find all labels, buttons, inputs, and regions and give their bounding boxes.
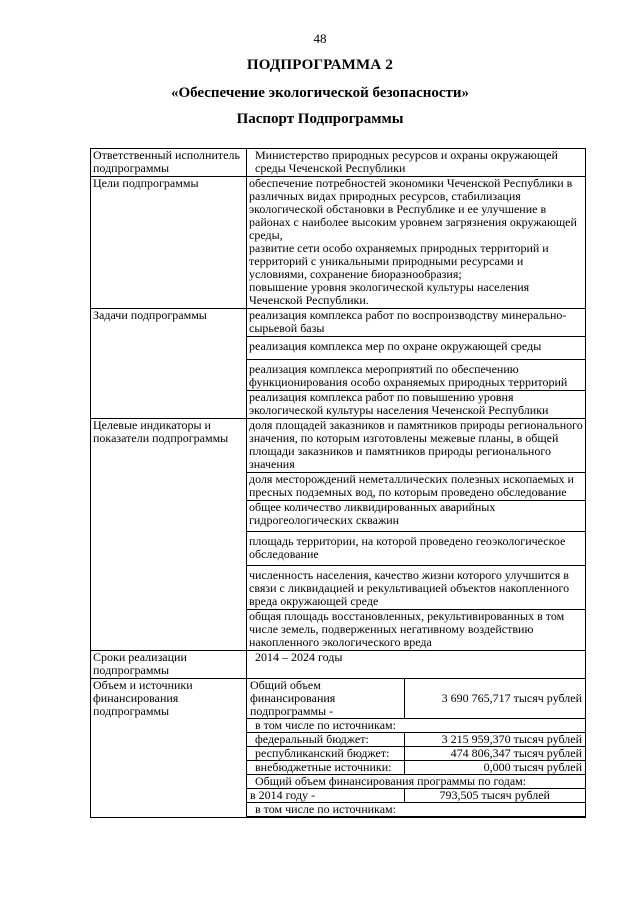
row-goals: [91, 177, 586, 309]
passport-table: [90, 148, 586, 818]
label-timeline: Сроки реализации подпрограммы: [91, 651, 247, 679]
funding-source-amount: 0,000 тысяч рублей: [404, 761, 585, 775]
funding-source-amount: 474 806,347 тысяч рублей: [404, 747, 585, 761]
indicator-item: общее количество ликвидированных аварийных гидрогеологических скважин: [247, 501, 585, 532]
indicator-item: численность населения, качество жизни которого улучшится в связи с ликвидацией и рекультивацией объектов накопленного вреда окружающей среде: [247, 566, 585, 610]
funding-total-value: 3 690 765,717 тысяч рублей: [404, 679, 585, 719]
funding-year-label: в 2014 году -: [247, 789, 404, 803]
funding-by-years-label: Общий объем финансирования программы по годам:: [247, 775, 585, 789]
value-responsible: Министерство природных ресурсов и охраны окружающей среды Чеченской Республики: [247, 149, 586, 177]
funding-source-name: республиканский бюджет:: [247, 747, 404, 761]
funding-by-sources-label: в том числе по источникам:: [247, 719, 585, 733]
page-number: 48: [313, 31, 327, 46]
indicator-item: общая площадь восстановленных, рекультивированных в том числе земель, подверженных негативному воздействию накопленного экологического вреда: [249, 609, 565, 649]
funding-year-value: 793,505 тысяч рублей: [404, 789, 585, 803]
label-funding: Объем и источники финансирования подпрограммы: [91, 679, 247, 818]
row-indicators: [91, 419, 586, 651]
indicator-item: доля месторождений неметаллических полезных ископаемых и пресных подземных вод, по которым проведено обследование: [247, 473, 585, 501]
label-tasks: Задачи подпрограммы: [91, 309, 247, 419]
value-indicators: [247, 419, 586, 651]
funding-source-amount: 3 215 959,370 тысяч рублей: [404, 733, 585, 747]
funding-source-name: внебюджетные источники:: [247, 761, 404, 775]
passport-title: Паспорт Подпрограммы: [236, 111, 404, 127]
funding-source-name: федеральный бюджет:: [247, 733, 404, 747]
funding-total-label: Общий объем финансирования подпрограммы -: [247, 679, 404, 719]
value-tasks: [247, 309, 586, 419]
task-item: реализация комплекса работ по повышению уровня экологической культуры населения Чеченской Республики: [249, 390, 549, 417]
label-responsible: Ответственный исполнитель подпрограммы: [91, 149, 247, 177]
value-goals: [247, 177, 586, 309]
goal-line: повышение уровня экологической культуры населения Чеченской Республики.: [249, 280, 530, 307]
row-tasks: [91, 309, 586, 419]
task-item: реализация комплекса мероприятий по обеспечению функционирования особо охраняемых природных территорий: [247, 360, 585, 391]
task-item: реализация комплекса мер по охране окружающей среды: [247, 337, 585, 360]
subprogram-name: «Обеспечение экологической безопасности»: [170, 85, 470, 101]
row-responsible: [91, 149, 586, 177]
indicator-item: площадь территории, на которой проведено геоэкологическое обследование: [247, 532, 585, 566]
value-timeline: 2014 – 2024 годы: [247, 651, 586, 679]
row-timeline: [91, 651, 586, 679]
funding-table: [247, 679, 585, 817]
indicator-item: доля площадей заказников и памятников природы регионального значения, по которым изготовлены межевые планы, в общей площади заказников и памятников природы регионального значения: [247, 419, 585, 473]
row-funding: [91, 679, 586, 818]
funding-year-sources-label: в том числе по источникам:: [247, 803, 585, 817]
label-indicators: Целевые индикаторы и показатели подпрограммы: [91, 419, 247, 651]
value-funding: [247, 679, 586, 818]
task-item: реализация комплекса работ по воспроизводству минерально-сырьевой базы: [247, 309, 585, 337]
goal-line: развитие сети особо охраняемых природных территорий и территорий с уникальными природными ресурсами и условиями, сохранение биоразнообразия;: [249, 241, 549, 281]
subprogram-heading: ПОДПРОГРАММА 2: [246, 57, 394, 73]
goal-line: обеспечение потребностей экономики Чеченской Республики в различных видах природных ресурсов, стабилизация экологической обстановки в Республике и ее улучшение в районах с наиболее высоким уровнем загрязнения окружающей среды,: [249, 176, 577, 242]
label-goals: Цели подпрограммы: [91, 177, 247, 309]
